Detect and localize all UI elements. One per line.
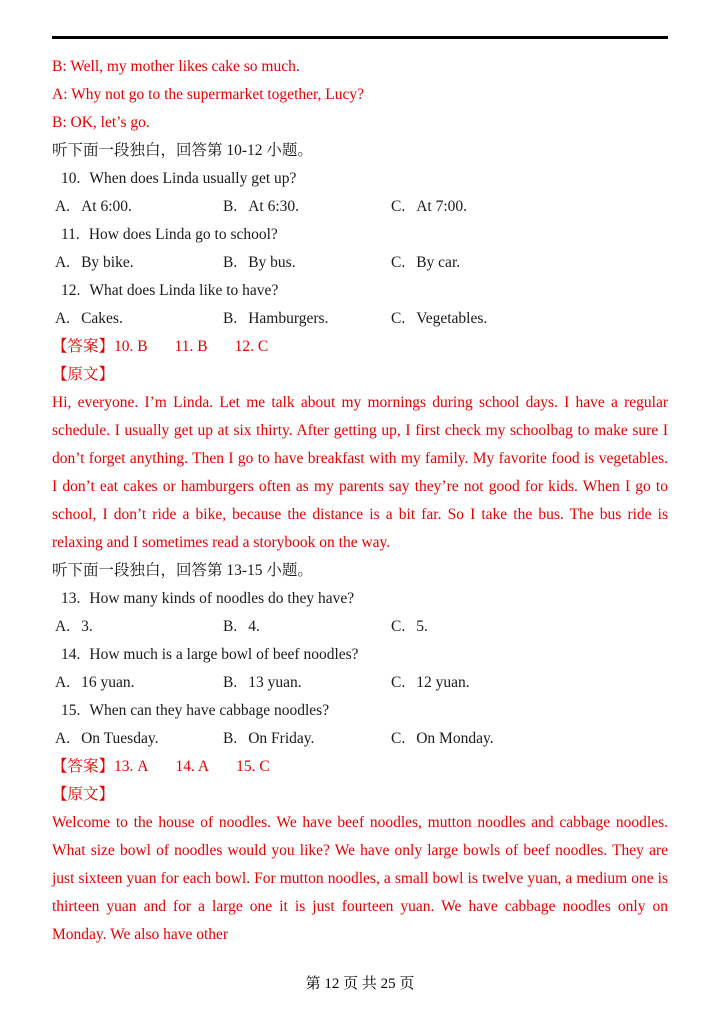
option-11-c-label: C. bbox=[391, 254, 406, 271]
section2-transcript: Welcome to the house of noodles. We have beef noodles, mutton noodles and cabbage noodles. What size bowl of noodles would you like? We have only large bowls of beef noodles. They are just sixteen yuan for each bowl. For mutton noodles, a small bowl is twelve yuan, a medium one is thirteen yuan and for a large one it is just fourteen yuan. We have cabbage noodles only on Monday. We also have other bbox=[52, 814, 668, 943]
question-10 bbox=[52, 165, 668, 193]
question-14-number: 14. bbox=[61, 646, 81, 663]
option-12-b-text: Hamburgers. bbox=[248, 310, 329, 327]
section1-transcript-label: 【原文】 bbox=[52, 366, 115, 383]
question-13-options bbox=[52, 613, 668, 641]
option-10-b-text: At 6:30. bbox=[248, 198, 300, 215]
option-13-b-label: B. bbox=[223, 618, 238, 635]
question-10-number: 10. bbox=[61, 170, 81, 187]
question-12-text: What does Linda like to have? bbox=[89, 282, 279, 299]
option-10-b bbox=[223, 193, 391, 221]
dialogue-line-1: B: Well, my mother likes cake so much. bbox=[52, 58, 300, 75]
option-11-c bbox=[391, 249, 668, 277]
question-12 bbox=[52, 277, 668, 305]
question-15 bbox=[52, 697, 668, 725]
option-15-a-label: A. bbox=[55, 730, 71, 747]
option-15-a-text: On Tuesday. bbox=[81, 730, 159, 747]
option-12-c-label: C. bbox=[391, 310, 406, 327]
option-15-b-label: B. bbox=[223, 730, 238, 747]
option-10-a bbox=[55, 193, 223, 221]
option-14-c bbox=[391, 669, 668, 697]
option-13-a-text: 3. bbox=[81, 618, 93, 635]
question-11-text: How does Linda go to school? bbox=[88, 226, 278, 243]
answers-label: 【答案】 bbox=[52, 758, 115, 775]
section2-instruction: 听下面一段独白，回答第 13-15 小题。 bbox=[52, 562, 313, 579]
option-14-a-label: A. bbox=[55, 674, 71, 691]
option-11-b-text: By bus. bbox=[248, 254, 296, 271]
option-10-a-label: A. bbox=[55, 198, 71, 215]
option-12-a-label: A. bbox=[55, 310, 71, 327]
answer-12: 12. C bbox=[234, 338, 269, 355]
option-12-a-text: Cakes. bbox=[81, 310, 123, 327]
section1-answers bbox=[52, 333, 668, 361]
question-11-options bbox=[52, 249, 668, 277]
option-15-c-text: On Monday. bbox=[416, 730, 494, 747]
option-14-c-text: 12 yuan. bbox=[416, 674, 470, 691]
option-15-a bbox=[55, 725, 223, 753]
option-14-b-text: 13 yuan. bbox=[248, 674, 302, 691]
option-14-c-label: C. bbox=[391, 674, 406, 691]
section1-transcript: Hi, everyone. I’m Linda. Let me talk about my mornings during school days. I have a regular schedule. I usually get up at six thirty. After getting up, I first check my schoolbag to make sure I don’t forget anything. Then I go to have breakfast with my family. My favorite food is vegetables. I don’t eat cakes or hamburgers often as my parents say they’re not good for kids. When I go to school, I don’t ride a bike, because the distance is a bit far. So I take the bus. The bus ride is relaxing and I sometimes read a storybook on the way. bbox=[52, 394, 668, 551]
question-13 bbox=[52, 585, 668, 613]
option-12-b-label: B. bbox=[223, 310, 238, 327]
question-10-text: When does Linda usually get up? bbox=[89, 170, 297, 187]
option-10-c bbox=[391, 193, 668, 221]
section1-instruction: 听下面一段独白，回答第 10-12 小题。 bbox=[52, 142, 313, 159]
option-14-a-text: 16 yuan. bbox=[81, 674, 135, 691]
answers-label: 【答案】 bbox=[52, 338, 115, 355]
option-10-c-label: C. bbox=[391, 198, 406, 215]
option-10-a-text: At 6:00. bbox=[81, 198, 132, 215]
answer-14: 14. A bbox=[175, 758, 210, 775]
option-13-c-label: C. bbox=[391, 618, 406, 635]
question-15-options bbox=[52, 725, 668, 753]
answer-11: 11. B bbox=[174, 338, 208, 355]
option-13-c-text: 5. bbox=[416, 618, 428, 635]
question-14-options bbox=[52, 669, 668, 697]
option-13-b bbox=[223, 613, 391, 641]
option-11-a bbox=[55, 249, 223, 277]
question-13-number: 13. bbox=[61, 590, 81, 607]
option-15-b bbox=[223, 725, 391, 753]
option-11-b bbox=[223, 249, 391, 277]
question-13-text: How many kinds of noodles do they have? bbox=[89, 590, 355, 607]
question-11 bbox=[52, 221, 668, 249]
option-14-b bbox=[223, 669, 391, 697]
option-13-b-text: 4. bbox=[248, 618, 260, 635]
option-14-a bbox=[55, 669, 223, 697]
question-15-number: 15. bbox=[61, 702, 81, 719]
option-11-b-label: B. bbox=[223, 254, 238, 271]
option-12-c-text: Vegetables. bbox=[416, 310, 488, 327]
option-13-c bbox=[391, 613, 668, 641]
option-12-c bbox=[391, 305, 668, 333]
question-12-options bbox=[52, 305, 668, 333]
section2-transcript-label: 【原文】 bbox=[52, 786, 115, 803]
section2-answers bbox=[52, 753, 668, 781]
option-13-a bbox=[55, 613, 223, 641]
answer-15: 15. C bbox=[236, 758, 270, 775]
option-12-a bbox=[55, 305, 223, 333]
option-15-b-text: On Friday. bbox=[248, 730, 315, 747]
dialogue-line-2: A: Why not go to the supermarket together, Lucy? bbox=[52, 86, 365, 103]
question-15-text: When can they have cabbage noodles? bbox=[89, 702, 330, 719]
page-footer: 第 12 页 共 25 页 bbox=[305, 976, 415, 992]
question-14 bbox=[52, 641, 668, 669]
answer-10: 10. B bbox=[114, 338, 148, 355]
option-12-b bbox=[223, 305, 391, 333]
question-10-options bbox=[52, 193, 668, 221]
answer-13: 13. A bbox=[114, 758, 149, 775]
option-10-c-text: At 7:00. bbox=[416, 198, 468, 215]
option-15-c bbox=[391, 725, 668, 753]
option-11-a-text: By bike. bbox=[81, 254, 134, 271]
question-12-number: 12. bbox=[61, 282, 81, 299]
option-10-b-label: B. bbox=[223, 198, 238, 215]
option-13-a-label: A. bbox=[55, 618, 71, 635]
question-14-text: How much is a large bowl of beef noodles? bbox=[89, 646, 359, 663]
option-15-c-label: C. bbox=[391, 730, 406, 747]
option-14-b-label: B. bbox=[223, 674, 238, 691]
question-11-number: 11. bbox=[61, 226, 80, 243]
dialogue-line-3: B: OK, let’s go. bbox=[52, 114, 150, 131]
option-11-a-label: A. bbox=[55, 254, 71, 271]
option-11-c-text: By car. bbox=[416, 254, 461, 271]
top-rule bbox=[52, 36, 668, 39]
